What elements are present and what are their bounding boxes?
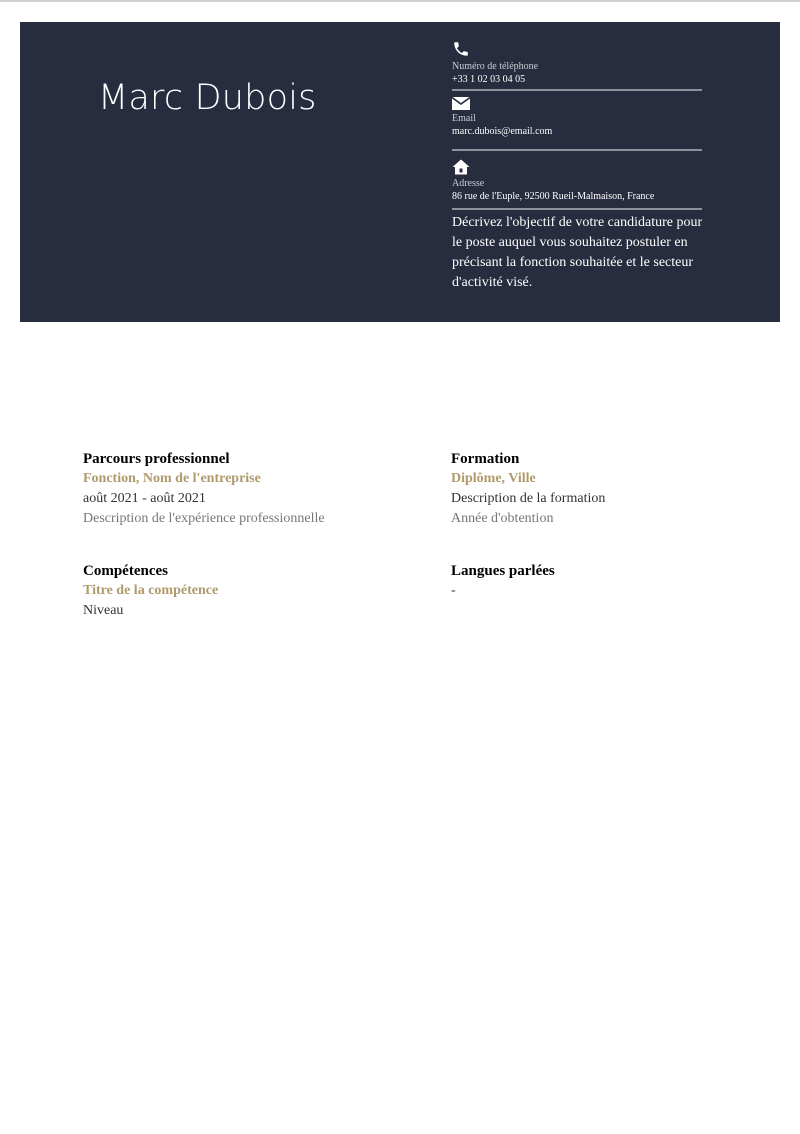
- education-title: Formation: [451, 451, 520, 467]
- resume-header: [20, 22, 780, 322]
- phone-value: +33 1 02 03 04 05: [452, 74, 526, 85]
- phone-icon: [452, 40, 702, 60]
- experience-description: Description de l'expérience professionnelle: [83, 511, 325, 526]
- languages-value: -: [451, 583, 456, 598]
- experience-title: Parcours professionnel: [83, 451, 230, 467]
- education-degree: Diplôme, Ville: [451, 471, 536, 486]
- contact-phone: [452, 40, 702, 91]
- education-description: Description de la formation: [451, 491, 606, 506]
- address-value: 86 rue de l'Euple, 92500 Rueil-Malmaison, France: [452, 191, 655, 202]
- education-year: Année d'obtention: [451, 511, 554, 526]
- skill-level: Niveau: [83, 603, 124, 618]
- email-label: Email: [452, 113, 476, 124]
- contact-block: [452, 40, 702, 210]
- section-education: [451, 449, 771, 529]
- address-label: Adresse: [452, 178, 485, 189]
- email-value: marc.dubois@email.com: [452, 126, 553, 137]
- section-languages: [451, 561, 771, 601]
- section-skills: [83, 561, 403, 621]
- skills-title: Compétences: [83, 563, 168, 579]
- candidate-name: Marc Dubois: [98, 78, 317, 118]
- contact-email: [452, 97, 702, 151]
- contact-address: [452, 159, 702, 210]
- experience-dates: août 2021 - août 2021: [83, 491, 206, 506]
- envelope-icon: [452, 97, 702, 112]
- experience-position: Fonction, Nom de l'entreprise: [83, 471, 261, 486]
- section-experience: [83, 449, 403, 529]
- phone-label: Numéro de téléphone: [452, 61, 539, 72]
- career-objective: Décrivez l'objectif de votre candidature pour le poste auquel vous souhaitez postuler en précisant la fonction souhaitée et le secteur d'activité visé.: [452, 215, 703, 290]
- home-icon: [452, 159, 702, 177]
- top-rule: [0, 0, 800, 2]
- skill-name: Titre de la compétence: [83, 583, 219, 598]
- languages-title: Langues parlées: [451, 563, 555, 579]
